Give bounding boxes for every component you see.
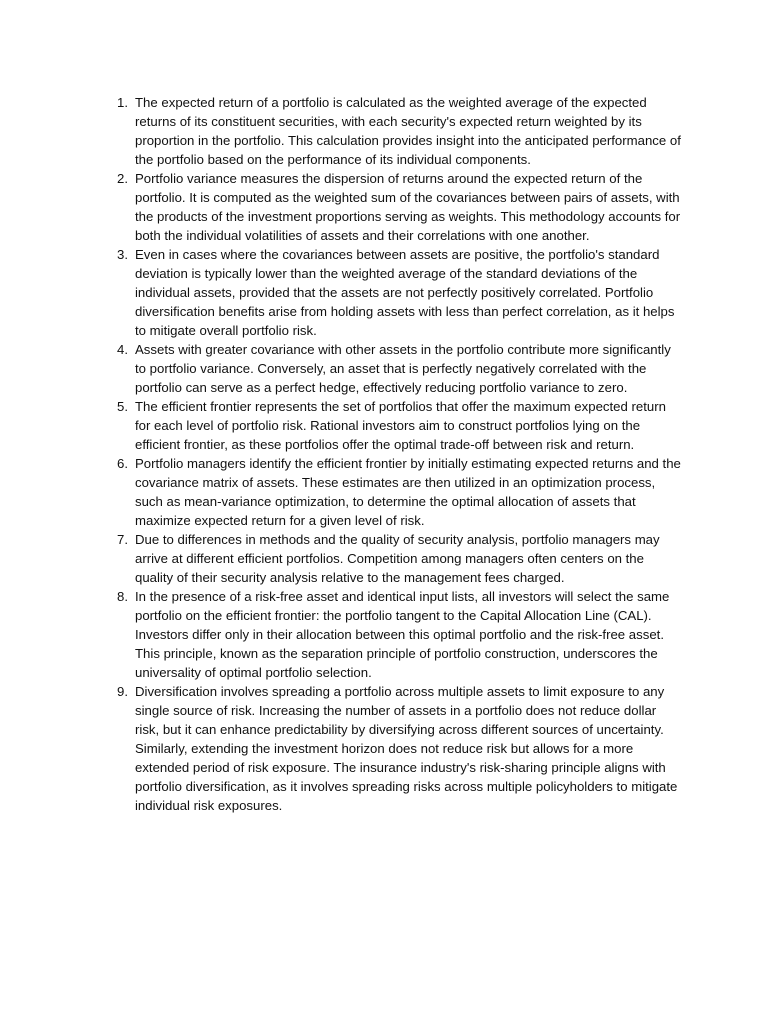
list-item-text: Even in cases where the covariances between assets are positive, the portfolio's standard deviation is typically lower than the weighted average of the standard deviations of the individual assets, provided that the assets are not perfectly positively correlated. Portfolio diversification benefits arise from holding assets with less than perfect correlation, as it helps to mitigate overall portfolio risk. bbox=[135, 247, 675, 338]
list-item bbox=[106, 93, 682, 169]
list-item bbox=[106, 397, 682, 454]
list-item-number: 5. bbox=[117, 399, 128, 414]
numbered-list bbox=[106, 93, 682, 815]
list-item-number: 1. bbox=[117, 95, 128, 110]
list-item bbox=[106, 169, 682, 245]
list-item-number: 8. bbox=[117, 589, 128, 604]
list-item bbox=[106, 340, 682, 397]
list-item-text: Diversification involves spreading a portfolio across multiple assets to limit exposure to any single source of risk. Increasing the number of assets in a portfolio does not reduce dollar risk, but it can enhance predictability by diversifying across different sources of uncertainty. Similarly, extending the investment horizon does not reduce risk but allows for a more extended period of risk exposure. The insurance industry's risk-sharing principle aligns with portfolio diversification, as it involves spreading risks across multiple policyholders to mitigate individual risk exposures. bbox=[135, 684, 678, 813]
list-item-text: Portfolio variance measures the dispersion of returns around the expected return of the portfolio. It is computed as the weighted sum of the covariances between pairs of assets, with the products of the investment proportions serving as weights. This methodology accounts for both the individual volatilities of assets and their correlations with one another. bbox=[135, 171, 681, 243]
list-item bbox=[106, 454, 682, 530]
list-item-number: 9. bbox=[117, 684, 128, 699]
list-item-text: In the presence of a risk-free asset and identical input lists, all investors will select the same portfolio on the efficient frontier: the portfolio tangent to the Capital Allocation Line (CAL). Investors differ only in their allocation between this optimal portfolio and the risk-free asset. This principle, known as the separation principle of portfolio construction, underscores the universality of optimal portfolio selection. bbox=[135, 589, 670, 680]
list-item-number: 4. bbox=[117, 342, 128, 357]
list-item-text: The efficient frontier represents the set of portfolios that offer the maximum expected return for each level of portfolio risk. Rational investors aim to construct portfolios lying on the efficient frontier, as these portfolios offer the optimal trade-off between risk and return. bbox=[135, 399, 666, 452]
list-item-number: 6. bbox=[117, 456, 128, 471]
list-item-number: 3. bbox=[117, 247, 128, 262]
list-item-text: Due to differences in methods and the quality of security analysis, portfolio managers may arrive at different efficient portfolios. Competition among managers often centers on the quality of their security analysis relative to the management fees charged. bbox=[135, 532, 660, 585]
list-item-number: 2. bbox=[117, 171, 128, 186]
list-item-text: Assets with greater covariance with other assets in the portfolio contribute more significantly to portfolio variance. Conversely, an asset that is perfectly negatively correlated with the portfolio can serve as a perfect hedge, effectively reducing portfolio variance to zero. bbox=[135, 342, 671, 395]
list-item-text: The expected return of a portfolio is calculated as the weighted average of the expected returns of its constituent securities, with each security's expected return weighted by its proportion in the portfolio. This calculation provides insight into the anticipated performance of the portfolio based on the performance of its individual components. bbox=[135, 95, 681, 167]
list-item-text: Portfolio managers identify the efficient frontier by initially estimating expected returns and the covariance matrix of assets. These estimates are then utilized in an optimization process, such as mean-variance optimization, to determine the optimal allocation of assets that maximize expected return for a given level of risk. bbox=[135, 456, 681, 528]
list-item bbox=[106, 682, 682, 815]
list-item bbox=[106, 587, 682, 682]
list-item-number: 7. bbox=[117, 532, 128, 547]
list-item bbox=[106, 245, 682, 340]
list-item bbox=[106, 530, 682, 587]
